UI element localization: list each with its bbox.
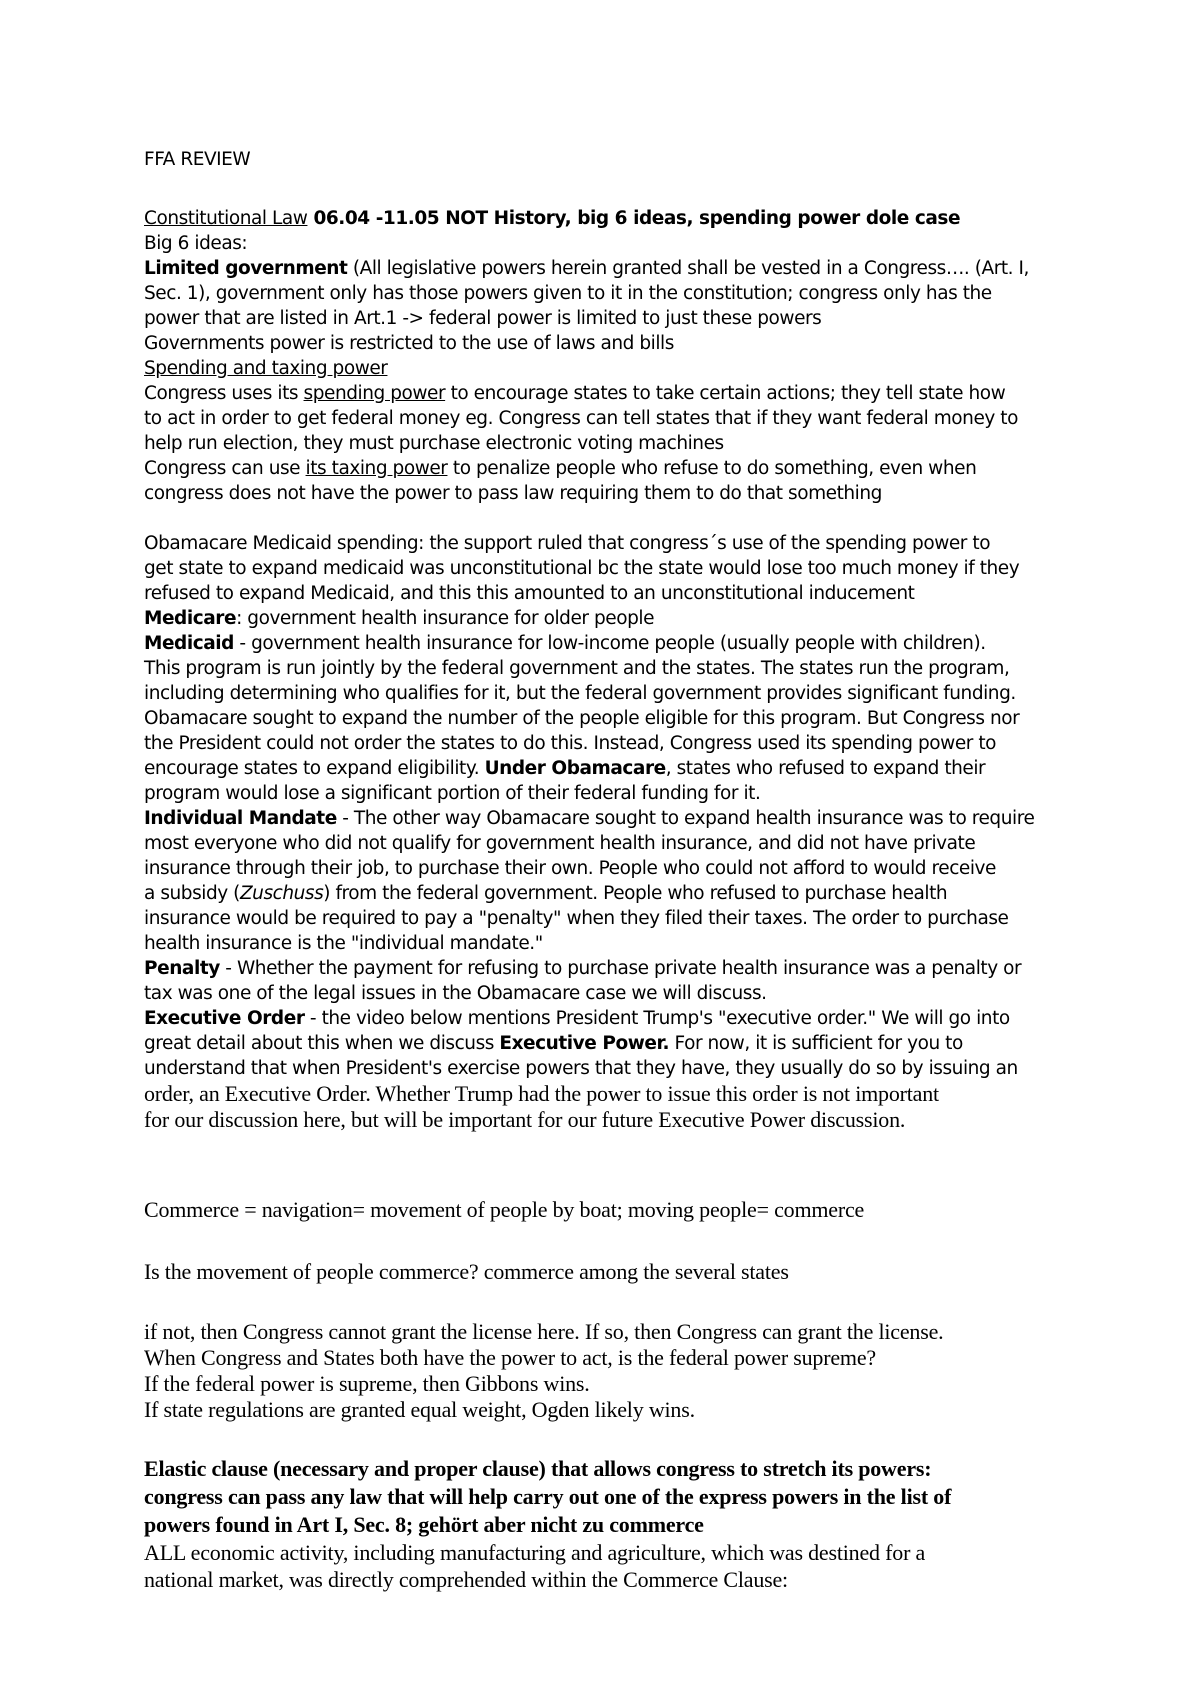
medicaid-label: Medicaid: [144, 633, 234, 654]
spending-heading: Spending and taxing power: [144, 358, 388, 379]
text-line: including determining who qualifies for it, but the federal government provides significant funding.: [144, 683, 1016, 704]
section-heading-rest: 06.04 -11.05 NOT History, big 6 ideas, spending power dole case: [307, 208, 961, 229]
text-line: help run election, they must purchase electronic voting machines: [144, 433, 724, 454]
exec-line: [144, 1006, 1010, 1031]
text-span: encourage states to expand eligibility.: [144, 758, 485, 779]
text-span: - The other way Obamacare sought to expand health insurance was to require: [336, 808, 1035, 829]
text-span: to encourage states to take certain actions; they tell state how: [445, 383, 1006, 404]
text-span: - government health insurance for low-income people (usually people with children).: [233, 633, 986, 654]
text-line: Commerce = navigation= movement of people by boat; moving people= commerce: [144, 1197, 865, 1222]
text-line: order, an Executive Order. Whether Trump had the power to issue this order is not important: [144, 1081, 939, 1106]
executive-power-term: Executive Power.: [499, 1033, 670, 1054]
medicare-line: [144, 606, 654, 631]
penalty-label: Penalty: [144, 958, 220, 979]
medicare-label: Medicare: [144, 608, 237, 629]
taxing-power-term: its taxing power: [305, 458, 448, 479]
text-line: If state regulations are granted equal weight, Ogden likely wins.: [144, 1397, 695, 1422]
text-line: [144, 881, 947, 906]
under-obamacare-term: Under Obamacare: [484, 758, 666, 779]
mandate-label: Individual Mandate: [144, 808, 337, 829]
text-line: When Congress and States both have the power to act, is the federal power supreme?: [144, 1345, 876, 1370]
text-line: This program is run jointly by the federal government and the states. The states run the program,: [144, 658, 1010, 679]
text-line: national market, was directly comprehended within the Commerce Clause:: [144, 1567, 788, 1592]
limited-line-1: [144, 256, 1029, 281]
text-line: if not, then Congress cannot grant the license here. If so, then Congress can grant the license.: [144, 1319, 944, 1344]
text-line: Is the movement of people commerce? commerce among the several states: [144, 1259, 789, 1284]
text-line: insurance through their job, to purchase their own. People who could not afford to would receive: [144, 858, 996, 879]
big6-heading: Big 6 ideas:: [144, 233, 248, 254]
limited-label: Limited government: [144, 258, 348, 279]
text-line: for our discussion here, but will be important for our future Executive Power discussion.: [144, 1107, 906, 1132]
text-line: Obamacare Medicaid spending: the support ruled that congress´s use of the spending power to: [144, 533, 991, 554]
text-span: great detail about this when we discuss: [144, 1033, 500, 1054]
text-span: : government health insurance for older people: [236, 608, 655, 629]
mandate-line: [144, 806, 1034, 831]
spending-line-1: [144, 381, 1005, 406]
text-span: - Whether the payment for refusing to purchase private health insurance was a penalty or: [219, 958, 1022, 979]
text-line: refused to expand Medicaid, and this this amounted to an unconstitutional inducement: [144, 583, 915, 604]
text-line: tax was one of the legal issues in the Obamacare case we will discuss.: [144, 983, 767, 1004]
text-line: Governments power is restricted to the use of laws and bills: [144, 333, 674, 354]
text-line: [144, 756, 985, 781]
text-span: Congress can use: [144, 458, 306, 479]
text-span: Congress uses its: [144, 383, 304, 404]
text-line: get state to expand medicaid was unconstitutional bc the state would lose too much money if they: [144, 558, 1020, 579]
penalty-line: [144, 956, 1021, 981]
text-line: [144, 1031, 963, 1056]
text-line: ALL economic activity, including manufacturing and agriculture, which was destined for a: [144, 1540, 926, 1565]
text-span: , states who refused to expand their: [665, 758, 986, 779]
text-line: to act in order to get federal money eg. Congress can tell states that if they want federal money to: [144, 408, 1018, 429]
text-line: most everyone who did not qualify for government health insurance, and did not have private: [144, 833, 976, 854]
taxing-line-1: [144, 456, 976, 481]
text-line: understand that when President's exercise powers that they have, they usually do so by issuing an: [144, 1058, 1018, 1079]
document-title: FFA REVIEW: [144, 149, 251, 170]
spending-power-term: spending power: [303, 383, 446, 404]
text-line: power that are listed in Art.1 -> federal power is limited to just these powers: [144, 308, 822, 329]
text-span: to penalize people who refuse to do something, even when: [447, 458, 977, 479]
elastic-heading-line: powers found in Art I, Sec. 8; gehört aber nicht zu commerce: [144, 1512, 704, 1537]
section-heading: Constitutional Law: [144, 208, 308, 229]
medicaid-line: [144, 631, 986, 656]
text-line: insurance would be required to pay a "penalty" when they filed their taxes. The order to purchase: [144, 908, 1009, 929]
text-span: ) from the federal government. People who refused to purchase health: [323, 883, 948, 904]
limited-text: (All legislative powers herein granted shall be vested in a Congress…. (Art. I,: [347, 258, 1029, 279]
exec-label: Executive Order: [144, 1008, 305, 1029]
text-span: - the video below mentions President Trump's "executive order." We will go into: [304, 1008, 1010, 1029]
text-span: a subsidy (: [144, 883, 240, 904]
section-heading-line: [144, 206, 960, 231]
text-line: program would lose a significant portion of their federal funding for it.: [144, 783, 761, 804]
text-line: congress does not have the power to pass law requiring them to do that something: [144, 483, 882, 504]
text-span: For now, it is sufficient for you to: [669, 1033, 963, 1054]
text-line: Obamacare sought to expand the number of the people eligible for this program. But Congress nor: [144, 708, 1020, 729]
zuschuss-term: Zuschuss: [239, 883, 324, 904]
elastic-heading-line: congress can pass any law that will help carry out one of the express powers in the list of: [144, 1484, 952, 1509]
text-line: Sec. 1), government only has those powers given to it in the constitution; congress only has the: [144, 283, 992, 304]
text-line: the President could not order the states to do this. Instead, Congress used its spending power to: [144, 733, 997, 754]
text-line: If the federal power is supreme, then Gibbons wins.: [144, 1371, 590, 1396]
elastic-heading-line: Elastic clause (necessary and proper clause) that allows congress to stretch its powers:: [144, 1456, 932, 1481]
text-line: health insurance is the "individual mandate.": [144, 933, 543, 954]
